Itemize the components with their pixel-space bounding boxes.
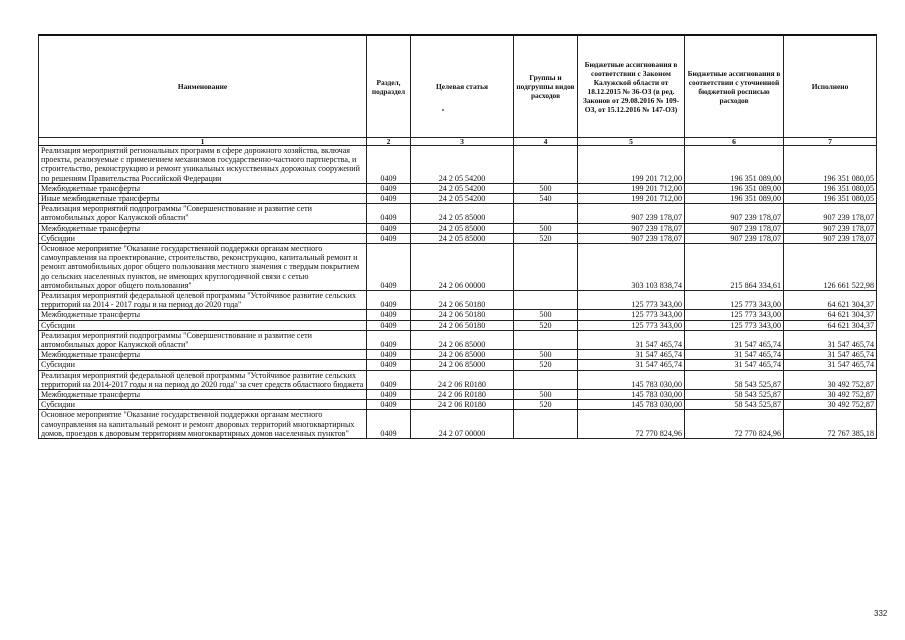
row-group-cell bbox=[514, 146, 578, 184]
row-section-cell: 0409 bbox=[367, 204, 411, 223]
row-executed-cell: 30 492 752,87 bbox=[784, 400, 877, 410]
header-budget-refined: Бюджетные ассигнования в соответствии с уточненной бюджетной росписью расходов bbox=[685, 35, 784, 138]
row-name-cell: Субсидии bbox=[39, 360, 367, 370]
row-budget-refined-cell: 58 543 525,87 bbox=[685, 370, 784, 389]
row-executed-cell: 126 661 522,98 bbox=[784, 244, 877, 291]
row-executed-cell: 30 492 752,87 bbox=[784, 370, 877, 389]
table-row bbox=[39, 244, 877, 291]
row-executed-cell: 72 767 385,18 bbox=[784, 410, 877, 439]
row-target-cell: 24 2 05 85000 bbox=[411, 223, 514, 233]
row-budget-refined-cell: 907 239 178,07 bbox=[685, 204, 784, 223]
row-group-cell bbox=[514, 330, 578, 349]
row-target-cell: 24 2 05 54200 bbox=[411, 194, 514, 204]
row-executed-cell: 907 239 178,07 bbox=[784, 223, 877, 233]
row-group-cell bbox=[514, 291, 578, 310]
row-section-cell: 0409 bbox=[367, 330, 411, 349]
table-row bbox=[39, 390, 877, 400]
row-target-cell: 24 2 06 50180 bbox=[411, 320, 514, 330]
row-budget-law-cell: 907 239 178,07 bbox=[578, 204, 685, 223]
row-executed-cell: 907 239 178,07 bbox=[784, 204, 877, 223]
table-row bbox=[39, 194, 877, 204]
row-section-cell: 0409 bbox=[367, 390, 411, 400]
row-name-cell: Основное мероприятие "Оказание государственной поддержки органам местного самоуправления на капитальный ремонт и ремонт дворовых территорий многоквартирных домов, проездов к дворовым территориям многоквартирных домов населенных пунктов" bbox=[39, 410, 367, 439]
header-expense-groups: Группы и подгруппы видов расходов bbox=[514, 35, 578, 138]
row-budget-law-cell: 199 201 712,00 bbox=[578, 194, 685, 204]
column-number: 2 bbox=[367, 138, 411, 146]
row-target-cell: 24 2 06 85000 bbox=[411, 350, 514, 360]
row-name-cell: Иные межбюджетные трансферты bbox=[39, 194, 367, 204]
row-group-cell: 500 bbox=[514, 350, 578, 360]
row-budget-law-cell: 907 239 178,07 bbox=[578, 223, 685, 233]
row-target-cell: 24 2 06 R0180 bbox=[411, 400, 514, 410]
row-group-cell bbox=[514, 410, 578, 439]
column-number: 5 bbox=[578, 138, 685, 146]
row-budget-refined-cell: 196 351 089,00 bbox=[685, 146, 784, 184]
row-target-cell: 24 2 05 54200 bbox=[411, 183, 514, 193]
row-name-cell: Реализация мероприятий федеральной целевой программы "Устойчивое развитие сельских территорий на 2014 - 2017 годы и на период до 2020 года" bbox=[39, 291, 367, 310]
row-target-cell: 24 2 06 85000 bbox=[411, 360, 514, 370]
table-row bbox=[39, 146, 877, 184]
row-group-cell: 540 bbox=[514, 194, 578, 204]
row-section-cell: 0409 bbox=[367, 244, 411, 291]
row-executed-cell: 64 621 304,37 bbox=[784, 291, 877, 310]
budget-execution-table bbox=[38, 34, 877, 439]
row-budget-refined-cell: 125 773 343,00 bbox=[685, 310, 784, 320]
header-target-article: Целевая статья bbox=[411, 35, 514, 138]
row-budget-law-cell: 145 783 030,00 bbox=[578, 390, 685, 400]
row-budget-law-cell: 199 201 712,00 bbox=[578, 183, 685, 193]
row-section-cell: 0409 bbox=[367, 410, 411, 439]
row-section-cell: 0409 bbox=[367, 194, 411, 204]
header-executed: Исполнено bbox=[784, 35, 877, 138]
table-row bbox=[39, 223, 877, 233]
row-budget-refined-cell: 215 864 334,61 bbox=[685, 244, 784, 291]
scan-dot bbox=[442, 109, 444, 111]
row-group-cell: 520 bbox=[514, 360, 578, 370]
row-budget-law-cell: 145 783 030,00 bbox=[578, 400, 685, 410]
row-budget-refined-cell: 125 773 343,00 bbox=[685, 320, 784, 330]
row-name-cell: Межбюджетные трансферты bbox=[39, 390, 367, 400]
row-target-cell: 24 2 06 R0180 bbox=[411, 390, 514, 400]
row-executed-cell: 31 547 465,74 bbox=[784, 350, 877, 360]
row-section-cell: 0409 bbox=[367, 400, 411, 410]
row-name-cell: Межбюджетные трансферты bbox=[39, 350, 367, 360]
row-budget-law-cell: 31 547 465,74 bbox=[578, 330, 685, 349]
row-group-cell: 520 bbox=[514, 320, 578, 330]
row-executed-cell: 31 547 465,74 bbox=[784, 330, 877, 349]
row-name-cell: Межбюджетные трансферты bbox=[39, 310, 367, 320]
row-budget-law-cell: 303 103 838,74 bbox=[578, 244, 685, 291]
page-number: 332 bbox=[874, 609, 888, 618]
row-group-cell bbox=[514, 370, 578, 389]
row-budget-refined-cell: 31 547 465,74 bbox=[685, 360, 784, 370]
row-name-cell: Субсидии bbox=[39, 400, 367, 410]
row-budget-refined-cell: 58 543 525,87 bbox=[685, 400, 784, 410]
row-name-cell: Межбюджетные трансферты bbox=[39, 183, 367, 193]
row-section-cell: 0409 bbox=[367, 320, 411, 330]
header-name: Наименование bbox=[39, 35, 367, 138]
row-target-cell: 24 2 07 00000 bbox=[411, 410, 514, 439]
row-executed-cell: 30 492 752,87 bbox=[784, 390, 877, 400]
table-row bbox=[39, 360, 877, 370]
row-target-cell: 24 2 05 54200 bbox=[411, 146, 514, 184]
row-budget-refined-cell: 31 547 465,74 bbox=[685, 350, 784, 360]
row-name-cell: Межбюджетные трансферты bbox=[39, 223, 367, 233]
row-name-cell: Субсидии bbox=[39, 233, 367, 243]
row-target-cell: 24 2 06 00000 bbox=[411, 244, 514, 291]
row-budget-refined-cell: 907 239 178,07 bbox=[685, 223, 784, 233]
table-row bbox=[39, 291, 877, 310]
header-row bbox=[39, 35, 877, 138]
row-budget-law-cell: 72 770 824,96 bbox=[578, 410, 685, 439]
row-target-cell: 24 2 06 85000 bbox=[411, 330, 514, 349]
row-group-cell: 500 bbox=[514, 223, 578, 233]
row-name-cell: Реализация мероприятий подпрограммы "Совершенствование и развитие сети автомобильных дорог Калужской области" bbox=[39, 330, 367, 349]
row-section-cell: 0409 bbox=[367, 183, 411, 193]
row-name-cell: Основное мероприятие "Оказание государственной поддержки органам местного самоуправления на проектирование, строительство, реконструкцию, капитальный ремонт и ремонт автомобильных дорог общего пользования местного значения с твердым покрытием до сельских населенных пунктов, не имеющих круглогодичной связи с сетью автомобильных дорог общего пользования" bbox=[39, 244, 367, 291]
row-group-cell: 500 bbox=[514, 310, 578, 320]
row-section-cell: 0409 bbox=[367, 233, 411, 243]
table-row bbox=[39, 310, 877, 320]
row-budget-law-cell: 31 547 465,74 bbox=[578, 360, 685, 370]
row-group-cell: 500 bbox=[514, 390, 578, 400]
column-number-row bbox=[39, 138, 877, 146]
header-budget-law: Бюджетные ассигнования в соответствии с Законом Калужской области от 18.12.2015 № 36-ОЗ (в ред. Законов от 29.08.2016 № 109-ОЗ, от 15.12.2016 № 147-ОЗ) bbox=[578, 35, 685, 138]
row-group-cell bbox=[514, 204, 578, 223]
column-number: 7 bbox=[784, 138, 877, 146]
row-group-cell: 500 bbox=[514, 183, 578, 193]
row-target-cell: 24 2 06 50180 bbox=[411, 310, 514, 320]
column-number: 1 bbox=[39, 138, 367, 146]
row-group-cell bbox=[514, 244, 578, 291]
row-budget-refined-cell: 196 351 089,00 bbox=[685, 183, 784, 193]
row-target-cell: 24 2 05 85000 bbox=[411, 204, 514, 223]
row-budget-refined-cell: 907 239 178,07 bbox=[685, 233, 784, 243]
row-target-cell: 24 2 06 R0180 bbox=[411, 370, 514, 389]
table-row bbox=[39, 410, 877, 439]
row-section-cell: 0409 bbox=[367, 310, 411, 320]
row-group-cell: 520 bbox=[514, 400, 578, 410]
row-budget-refined-cell: 31 547 465,74 bbox=[685, 330, 784, 349]
row-group-cell: 520 bbox=[514, 233, 578, 243]
row-executed-cell: 31 547 465,74 bbox=[784, 360, 877, 370]
row-executed-cell: 907 239 178,07 bbox=[784, 233, 877, 243]
row-budget-refined-cell: 72 770 824,96 bbox=[685, 410, 784, 439]
table-row bbox=[39, 350, 877, 360]
column-number: 3 bbox=[411, 138, 514, 146]
row-budget-law-cell: 31 547 465,74 bbox=[578, 350, 685, 360]
table-row bbox=[39, 233, 877, 243]
row-budget-law-cell: 145 783 030,00 bbox=[578, 370, 685, 389]
row-budget-law-cell: 125 773 343,00 bbox=[578, 310, 685, 320]
row-budget-refined-cell: 125 773 343,00 bbox=[685, 291, 784, 310]
row-budget-law-cell: 125 773 343,00 bbox=[578, 291, 685, 310]
row-section-cell: 0409 bbox=[367, 360, 411, 370]
row-budget-refined-cell: 58 543 525,87 bbox=[685, 390, 784, 400]
row-section-cell: 0409 bbox=[367, 223, 411, 233]
row-section-cell: 0409 bbox=[367, 146, 411, 184]
row-section-cell: 0409 bbox=[367, 370, 411, 389]
row-executed-cell: 196 351 080,05 bbox=[784, 194, 877, 204]
row-executed-cell: 196 351 080,05 bbox=[784, 183, 877, 193]
row-budget-law-cell: 907 239 178,07 bbox=[578, 233, 685, 243]
row-section-cell: 0409 bbox=[367, 291, 411, 310]
header-section: Раздел, подраздел bbox=[367, 35, 411, 138]
row-name-cell: Реализация мероприятий региональных программ в сфере дорожного хозяйства, включая проекты, реализуемые с применением механизмов государственно-частного партнерства, и строительство, реконструкцию и ремонт уникальных искусственных дорожных сооружений по решениям Правительства Российской Федерации bbox=[39, 146, 367, 184]
row-executed-cell: 64 621 304,37 bbox=[784, 320, 877, 330]
row-budget-refined-cell: 196 351 089,00 bbox=[685, 194, 784, 204]
table-row bbox=[39, 370, 877, 389]
table-row bbox=[39, 330, 877, 349]
row-target-cell: 24 2 06 50180 bbox=[411, 291, 514, 310]
table-row bbox=[39, 183, 877, 193]
column-number: 4 bbox=[514, 138, 578, 146]
row-name-cell: Субсидии bbox=[39, 320, 367, 330]
row-budget-law-cell: 199 201 712,00 bbox=[578, 146, 685, 184]
column-number: 6 bbox=[685, 138, 784, 146]
row-target-cell: 24 2 05 85000 bbox=[411, 233, 514, 243]
row-executed-cell: 64 621 304,37 bbox=[784, 310, 877, 320]
table-row bbox=[39, 320, 877, 330]
table-row bbox=[39, 400, 877, 410]
row-budget-law-cell: 125 773 343,00 bbox=[578, 320, 685, 330]
table-row bbox=[39, 204, 877, 223]
row-executed-cell: 196 351 080,05 bbox=[784, 146, 877, 184]
row-name-cell: Реализация мероприятий подпрограммы "Совершенствование и развитие сети автомобильных дорог Калужской области" bbox=[39, 204, 367, 223]
row-section-cell: 0409 bbox=[367, 350, 411, 360]
row-name-cell: Реализация мероприятий федеральной целевой программы "Устойчивое развитие сельских территорий на 2014-2017 годы и на период до 2020 года" за счет средств областного бюджета bbox=[39, 370, 367, 389]
